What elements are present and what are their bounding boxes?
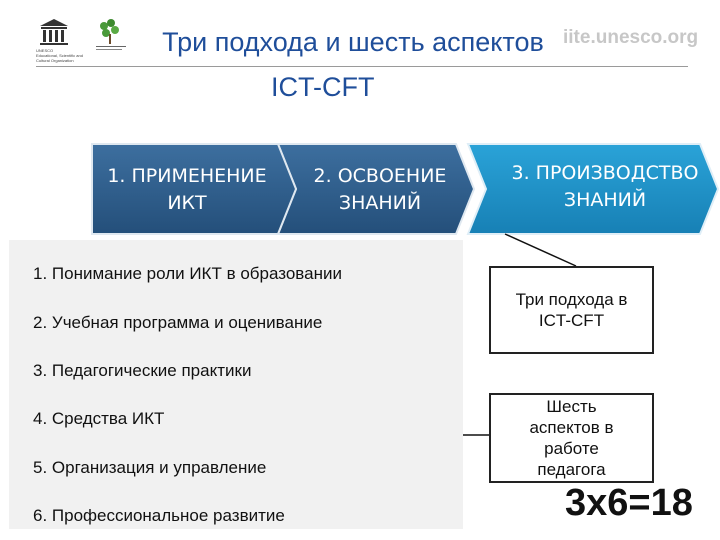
approaches-callout (489, 266, 654, 354)
aspect-item: 6. Профессиональное развитие (33, 506, 285, 525)
aspects-panel (9, 240, 463, 529)
aspects-callout-text: Шесть аспектов в работе педагога (529, 397, 614, 479)
slide-title-line1-text: Три подхода и шесть аспектов (162, 27, 544, 57)
aspect-item: 4. Средства ИКТ (33, 409, 165, 428)
phase-3-line1: 3. ПРОИЗВОДСТВО (511, 162, 699, 184)
phase-2-line1: 2. ОСВОЕНИЕ (313, 165, 447, 187)
phase-3 (490, 160, 720, 214)
phase-1-line2: ИКТ (167, 192, 207, 214)
approaches-callout-text: Три подхода в ICT-CFT (515, 290, 628, 330)
logo-text-2: Educational, Scientific and (36, 53, 83, 58)
phase-1 (92, 163, 282, 217)
logo-text-1: UNESCO (36, 48, 54, 53)
phase-3-line2: ЗНАНИЙ (563, 189, 647, 211)
aspect-item: 3. Педагогические практики (33, 361, 252, 380)
phase-2-line2: ЗНАНИЙ (338, 192, 422, 214)
phase-1-line1: 1. ПРИМЕНЕНИЕ (107, 165, 267, 187)
slide-title-line2: ICT-CFT (271, 72, 375, 102)
equation: 3x6=18 (565, 482, 693, 524)
aspect-item: 5. Организация и управление (33, 458, 267, 477)
connector-line-approaches (505, 234, 576, 266)
aspects-callout (489, 393, 654, 483)
logo-text-3: Cultural Organization (36, 58, 74, 63)
site-url: iite.unesco.org (563, 27, 699, 48)
aspect-item: 2. Учебная программа и оценивание (33, 313, 323, 332)
phase-2 (290, 163, 470, 217)
aspect-item: 1. Понимание роли ИКТ в образовании (33, 264, 342, 283)
